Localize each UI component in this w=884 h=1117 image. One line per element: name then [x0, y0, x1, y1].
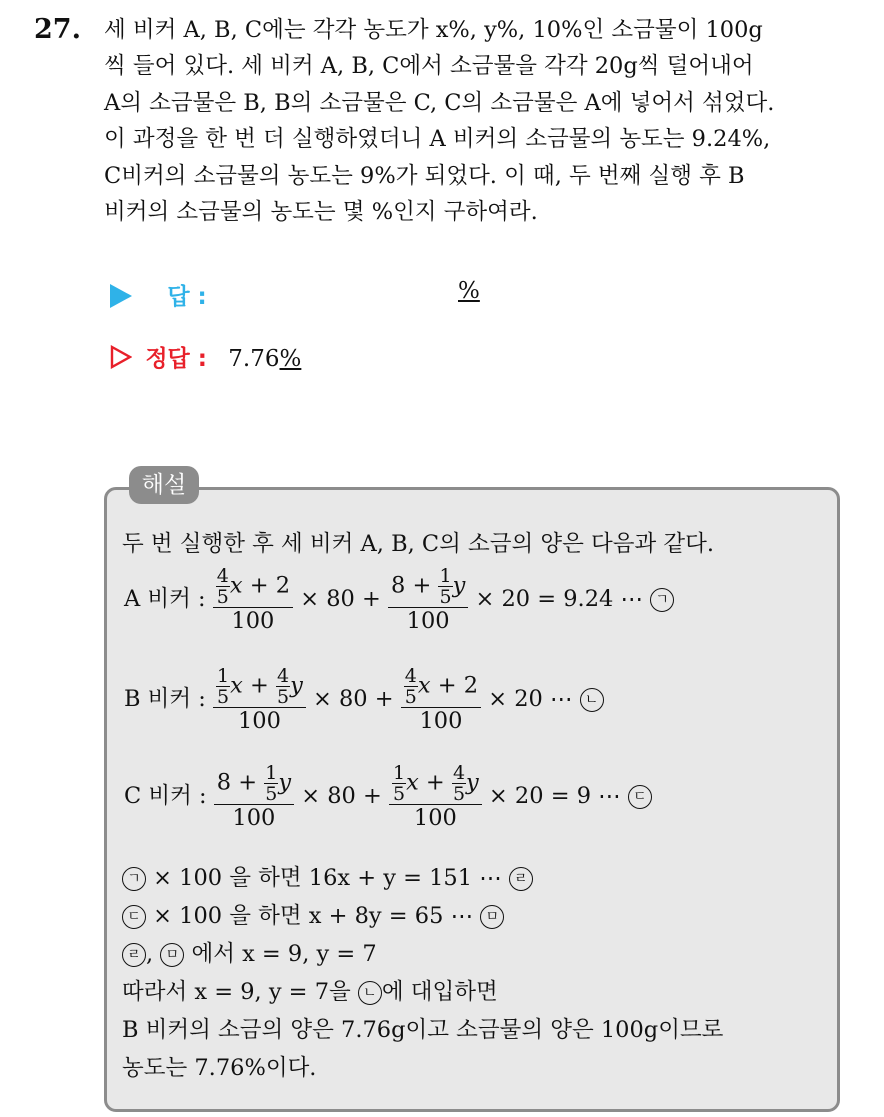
correct-answer-label: 정답 :	[145, 346, 207, 372]
fraction: $\frac{4}{5}$ x + 2 100	[213, 566, 293, 634]
circled-mark: ㄷ	[628, 785, 652, 809]
equation-a: A 비커 : $\frac{4}{5}$ x + 2 100 × 80 + 8 + $\frac{1}{5}$ y 100 × 20 = 9.24 ⋯ ㄱ	[124, 566, 674, 634]
equation-b-label: B 비커 :	[124, 686, 206, 712]
circled-mark: ㄴ	[358, 981, 382, 1005]
solution-step-3: ㄹ , ㅁ 에서 x = 9, y = 7	[122, 936, 377, 968]
question-line-4: 이 과정을 한 번 더 실행하였더니 A 비커의 소금물의 농도는 9.24%,	[104, 126, 771, 153]
circled-mark: ㅁ	[160, 943, 184, 967]
play-arrow-icon	[110, 284, 132, 308]
circled-mark: ㄱ	[650, 588, 674, 612]
answer-row	[110, 278, 480, 311]
circled-mark: ㄹ	[509, 867, 533, 891]
solution-tab: 해설	[129, 466, 199, 504]
question-line-6: 비커의 소금물의 농도는 몇 %인지 구하여라.	[104, 199, 538, 226]
solution-step-2: ㄷ × 100 을 하면 x + 8y = 65 ⋯ ㅁ	[122, 898, 504, 930]
circled-mark: ㄹ	[122, 943, 146, 967]
correct-answer-value: 7.76	[228, 346, 280, 372]
equation-a-label: A 비커 :	[124, 586, 206, 612]
equation-c: C 비커 : 8 + $\frac{1}{5}$ y 100 × 80 + $\frac{1}{5}$ x + $\frac{4}{5}$ y 100 × 20 = 9 ⋯ ㄷ	[124, 763, 652, 831]
circled-mark: ㄴ	[580, 688, 604, 712]
question-number: 27.	[34, 14, 81, 45]
fraction: $\frac{1}{5}$ x + $\frac{4}{5}$ y 100	[389, 763, 482, 831]
question-line-2: 씩 들어 있다. 세 비커 A, B, C에서 소금물을 각각 20g씩 덜어내어	[104, 53, 754, 80]
fraction: 8 + $\frac{1}{5}$ y 100	[214, 763, 294, 831]
answer-unit: %	[458, 278, 480, 304]
question-text	[104, 12, 864, 230]
solution-step-4: 따라서 x = 9, y = 7을 ㄴ 에 대입하면	[122, 979, 498, 1005]
question-line-5: C비커의 소금물의 농도는 9%가 되었다. 이 때, 두 번째 실행 후 B	[104, 162, 745, 189]
fraction: $\frac{1}{5}$ x + $\frac{4}{5}$ y 100	[213, 666, 306, 734]
solution-line-5: B 비커의 소금의 양은 7.76g이고 소금물의 양은 100g이므로	[122, 1017, 724, 1043]
correct-answer-row	[110, 340, 301, 373]
question-line-3: A의 소금물은 B, B의 소금물은 C, C의 소금물은 A에 넣어서 섞었다.	[104, 89, 775, 116]
equation-c-label: C 비커 :	[124, 783, 207, 809]
fraction: $\frac{4}{5}$ x + 2 100	[401, 666, 481, 734]
equation-b: B 비커 : $\frac{1}{5}$ x + $\frac{4}{5}$ y 100 × 80 + $\frac{4}{5}$ x + 2 100 × 20 ⋯ ㄴ	[124, 666, 604, 734]
correct-answer-unit: %	[279, 346, 302, 372]
solution-line-6: 농도는 7.76%이다.	[122, 1055, 317, 1081]
circled-mark: ㅁ	[480, 905, 504, 929]
solution-step-1: ㄱ × 100 을 하면 16x + y = 151 ⋯ ㄹ	[122, 860, 533, 892]
outline-arrow-icon	[110, 345, 132, 369]
circled-mark: ㄷ	[122, 905, 146, 929]
circled-mark: ㄱ	[122, 867, 146, 891]
question-line-1: 세 비커 A, B, C에는 각각 농도가 x%, y%, 10%인 소금물이 100g	[104, 17, 763, 43]
fraction: 8 + $\frac{1}{5}$ y 100	[388, 566, 468, 634]
answer-label: 답 :	[167, 284, 207, 310]
solution-intro: 두 번 실행한 후 세 비커 A, B, C의 소금의 양은 다음과 같다.	[122, 531, 714, 557]
